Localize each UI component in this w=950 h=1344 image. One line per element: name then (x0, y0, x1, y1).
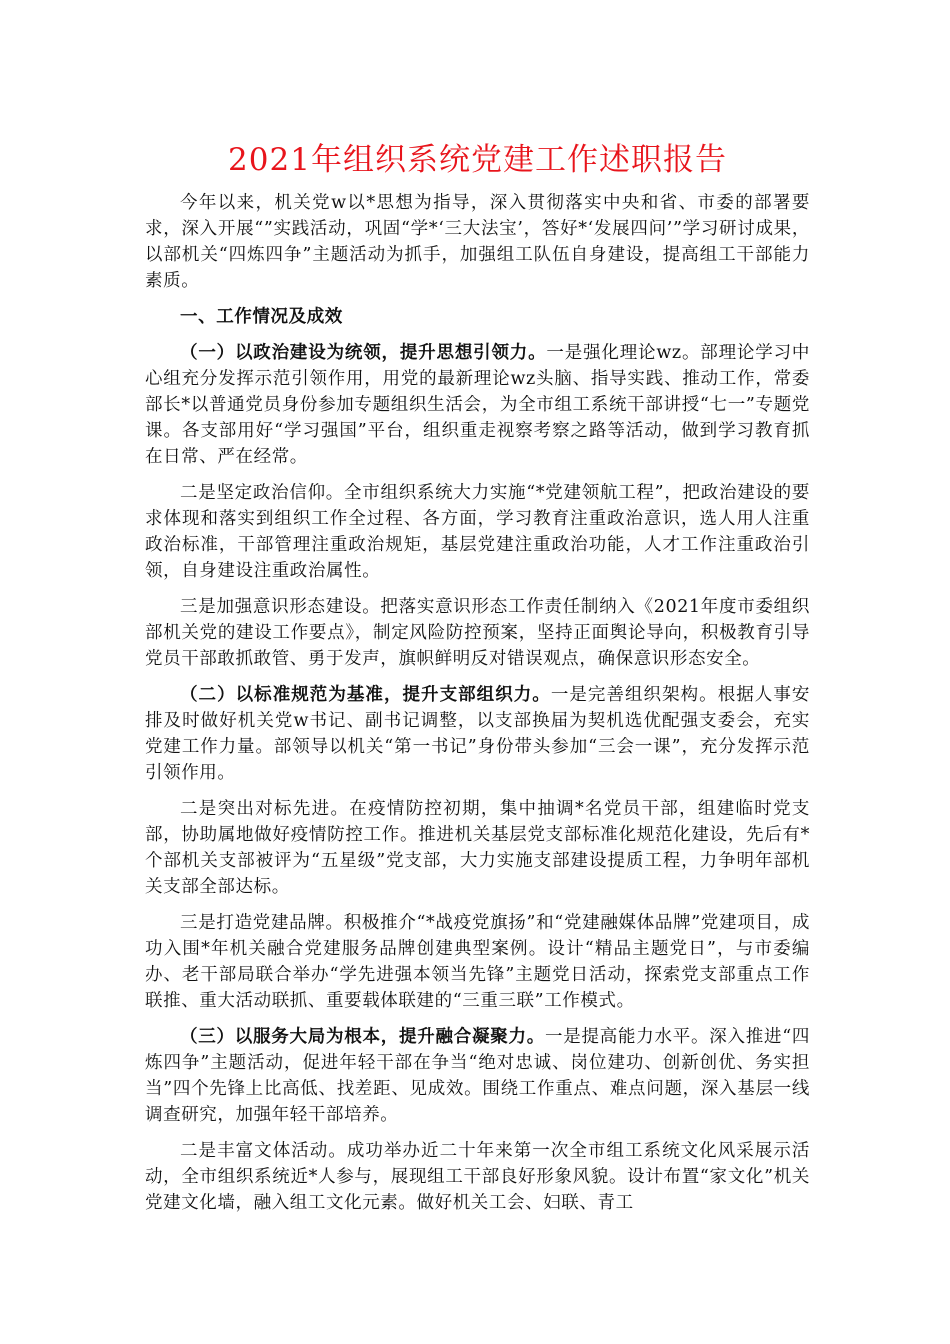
subsection-2-text: 一是完善组织架构。根据人事安排及时做好机关党w书记、副书记调整，以支部换届为契机选优配强支委会，充实党建工作力量。部领导以机关“第一书记”身份带头参加“三会一课”，充分发挥示范引领作用。 (145, 685, 810, 783)
document-title: 2021年组织系统党建工作述职报告 (228, 142, 727, 178)
subsection-2-paragraph-1 (145, 682, 810, 786)
intro-paragraph: 今年以来，机关党w以*思想为指导，深入贯彻落实中央和省、市委的部署要求，深入开展“”实践活动，巩固“学*‘三大法宝’，答好*‘发展四问’”学习研讨成果，以部机关“四炼四争”主题活动为抓手，加强组工队伍自身建设，提高组工干部能力素质。 (145, 193, 810, 291)
subsection-1-paragraph-2: 二是坚定政治信仰。全市组织系统大力实施“*党建领航工程”，把政治建设的要求体现和落实到组织工作全过程、各方面，学习教育注重政治意识，选人用人注重政治标准，干部管理注重政治规矩，基层党建注重政治功能，人才工作注重政治引领，自身建设注重政治属性。 (145, 483, 810, 581)
section-heading: 一、工作情况及成效 (180, 307, 343, 327)
subsection-1-text: 一是强化理论wz。部理论学习中心组充分发挥示范引领作用，用党的最新理论wz头脑、指导实践、推动工作，常委部长*以普通党员身份参加专题组织生活会，为全市组工系统干部讲授“七一”专题党课。各支部用好“学习强国”平台，组织重走视察考察之路等活动，做到学习教育抓在日常、严在经常。 (145, 343, 810, 467)
subsection-3-text: 一是提高能力水平。深入推进“四炼四争”主题活动，促进年轻干部在争当“绝对忠诚、岗位建功、创新创优、务实担当”四个先锋上比高低、找差距、见成效。围绕工作重点、难点问题，深入基层一线调查研究，加强年轻干部培养。 (145, 1027, 810, 1125)
subsection-2-paragraph-3: 三是打造党建品牌。积极推介“*战疫党旗扬”和“党建融媒体品牌”党建项目，成功入围*年机关融合党建服务品牌创建典型案例。设计“精品主题党日”，与市委编办、老干部局联合举办“学先进强本领当先锋”主题党日活动，探索党支部重点工作联推、重大活动联抓、重要载体联建的“三重三联”工作模式。 (145, 913, 810, 1011)
subsection-2-paragraph-2: 二是突出对标先进。在疫情防控初期，集中抽调*名党员干部，组建临时党支部，协助属地做好疫情防控工作。推进机关基层党支部标准化规范化建设，先后有*个部机关支部被评为“五星级”党支部，大力实施支部建设提质工程，力争明年部机关支部全部达标。 (145, 799, 810, 897)
subsection-1-paragraph-1 (145, 340, 810, 470)
subsection-3-paragraph-2: 二是丰富文体活动。成功举办近二十年来第一次全市组工系统文化风采展示活动，全市组织系统近*人参与，展现组工干部良好形象风貌。设计布置“家文化”机关党建文化墙，融入组工文化元素。做好机关工会、妇联、青工 (145, 1141, 810, 1213)
subsection-3-paragraph-1 (145, 1024, 810, 1128)
subsection-3-title: （三）以服务大局为根本，提升融合凝聚力。 (180, 1027, 545, 1047)
subsection-1-title: （一）以政治建设为统领，提升思想引领力。 (180, 343, 547, 363)
subsection-1-paragraph-3: 三是加强意识形态建设。把落实意识形态工作责任制纳入《2021年度市委组织部机关党的建设工作要点》，制定风险防控预案，坚持正面舆论导向，积极教育引导党员干部敢抓敢管、勇于发声，旗帜鲜明反对错误观点，确保意识形态安全。 (145, 597, 810, 669)
subsection-2-title: （二）以标准规范为基准，提升支部组织力。 (180, 685, 551, 705)
